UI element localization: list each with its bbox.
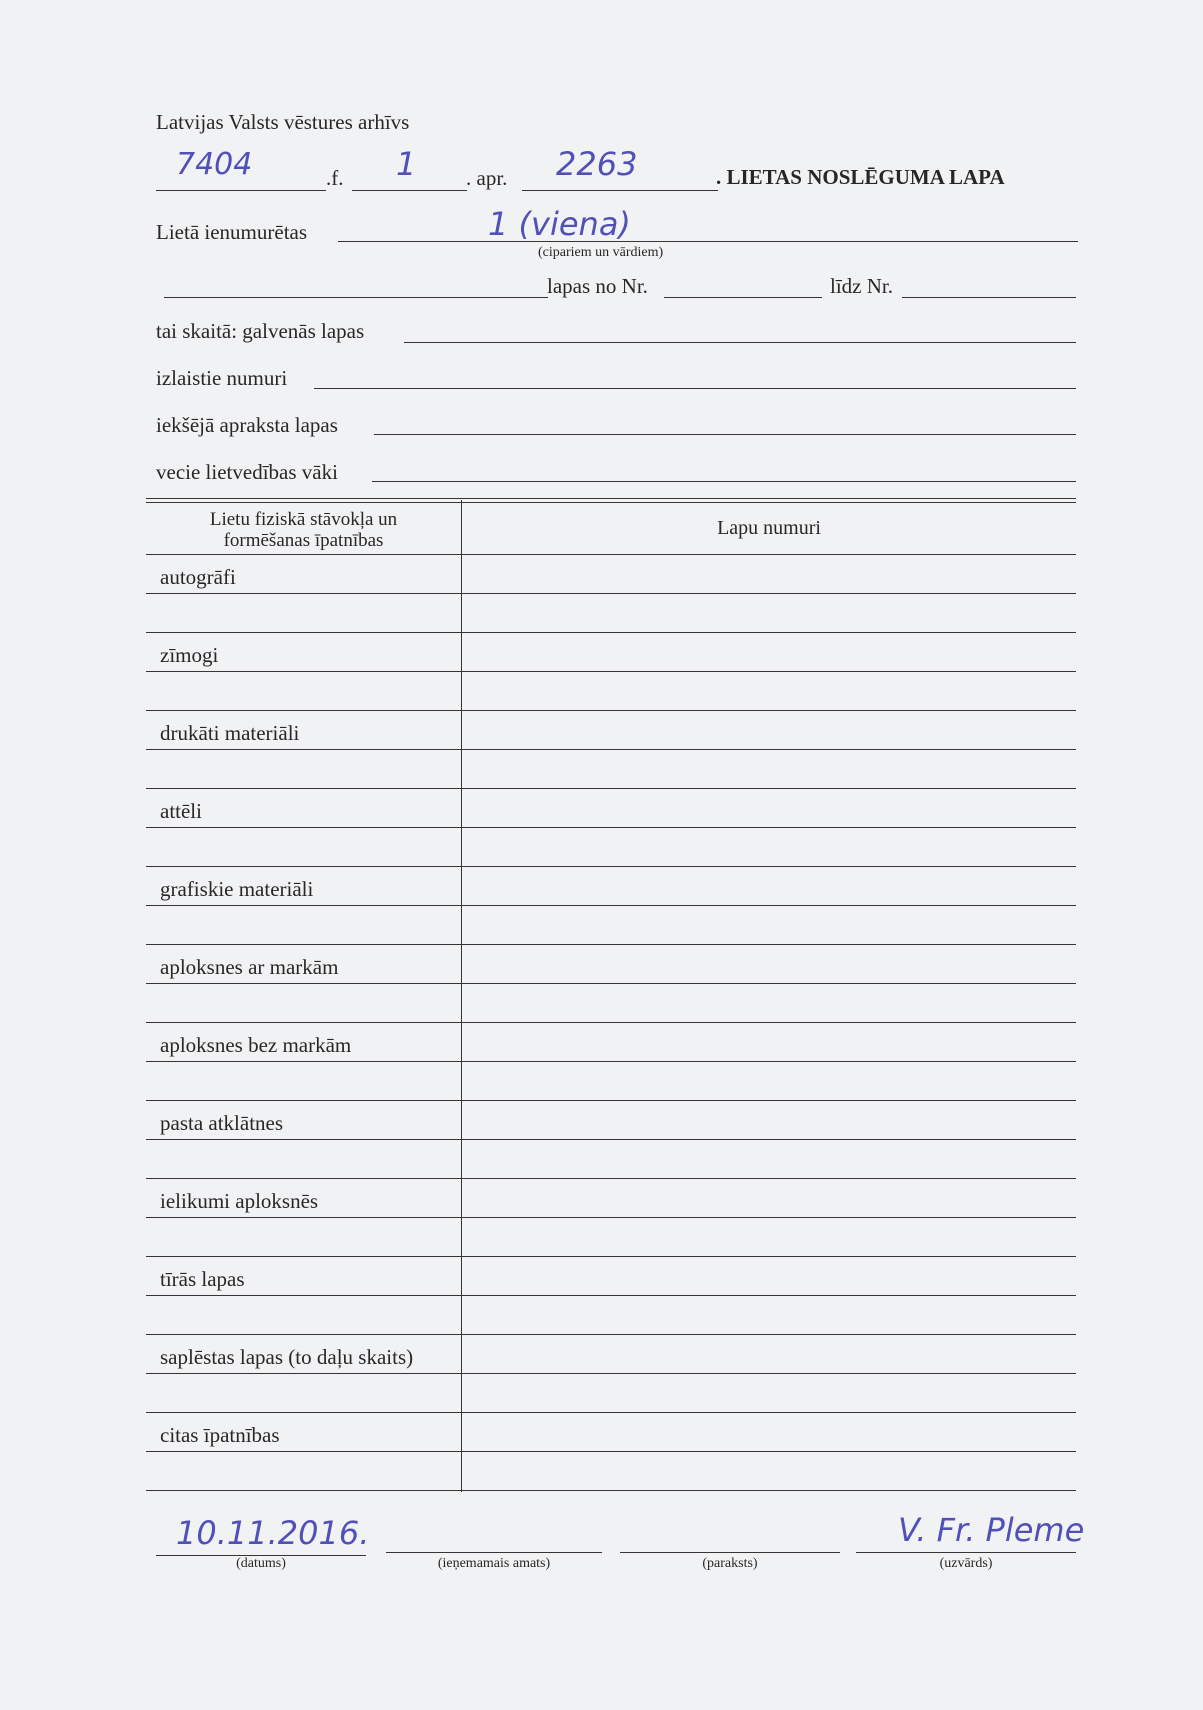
table-row-line <box>146 710 1076 711</box>
numbered-label: Lietā ienumurētas <box>156 220 308 244</box>
date-label: (datums) <box>236 1556 286 1571</box>
fond-line <box>156 190 326 191</box>
signature-line <box>620 1552 840 1553</box>
inventory-number: 1 <box>396 145 417 183</box>
table-row-label: tīrās lapas <box>160 1267 245 1291</box>
file-line <box>522 190 718 191</box>
numbered-line <box>338 241 1078 242</box>
table-row-line <box>146 1178 1076 1179</box>
inventory-suffix: . apr. <box>466 166 508 190</box>
table-row-label: zīmogi <box>160 643 219 667</box>
table-row-line <box>146 1256 1076 1257</box>
fond-suffix: .f. <box>326 166 344 190</box>
pages-from-line <box>664 297 822 298</box>
table-row-label: autogrāfi <box>160 565 236 589</box>
table-row-line <box>146 1334 1076 1335</box>
fond-number: 7404 <box>176 147 253 182</box>
table-row-mid-line <box>146 1139 1076 1140</box>
table-row-label: attēli <box>160 799 202 823</box>
col1-header-line2: formēšanas īpatnības <box>223 530 384 551</box>
date-value: 10.11.2016. <box>176 1514 370 1552</box>
surname-value: V. Fr. Pleme <box>898 1511 1085 1549</box>
skipped-numbers-line <box>314 388 1076 389</box>
table-row-mid-line <box>146 1451 1076 1452</box>
page-title: . LIETAS NOSLĒGUMA LAPA <box>716 165 1005 189</box>
surname-line <box>856 1552 1076 1553</box>
table-row-line <box>146 1412 1076 1413</box>
table-row-label: grafiskie materiāli <box>160 877 314 901</box>
table-row-mid-line <box>146 1373 1076 1374</box>
table-row-label: citas īpatnības <box>160 1423 280 1447</box>
archive-name: Latvijas Valsts vēstures arhīvs <box>156 110 410 134</box>
position-line <box>386 1552 602 1553</box>
position-label: (ieņemamais amats) <box>437 1556 551 1571</box>
table-row-line <box>146 632 1076 633</box>
sheets-count: 1 (viena) <box>488 205 631 243</box>
signature-label: (paraksts) <box>702 1556 758 1571</box>
old-covers-label: vecie lietvedības vāki <box>156 460 338 484</box>
main-pages-label: tai skaitā: galvenās lapas <box>156 319 365 343</box>
table-row-mid-line <box>146 671 1076 672</box>
table-row-line <box>146 944 1076 945</box>
inventory-line <box>352 190 467 191</box>
table-row-line <box>146 866 1076 867</box>
old-covers-line <box>372 481 1076 482</box>
table-row-label: ielikumi aploksnēs <box>160 1189 319 1213</box>
skipped-numbers-label: izlaistie numuri <box>156 366 288 390</box>
table-row-mid-line <box>146 1295 1076 1296</box>
table-top-line <box>146 498 1076 499</box>
table-row-label: pasta atklātnes <box>160 1111 284 1135</box>
surname-label: (uzvārds) <box>939 1556 993 1571</box>
table-row-mid-line <box>146 593 1076 594</box>
col1-header-line1: Lietu fiziskā stāvokļa un <box>209 509 398 530</box>
file-number: 2263 <box>556 145 638 183</box>
numbered-hint: (cipariem un vārdiem) <box>538 245 664 260</box>
table-top-line-inner <box>146 502 1076 503</box>
inner-desc-line <box>374 434 1076 435</box>
main-pages-line <box>404 342 1076 343</box>
table-row-label: drukāti materiāli <box>160 721 300 745</box>
pages-count-line <box>164 297 548 298</box>
inner-desc-label: iekšējā apraksta lapas <box>156 413 338 437</box>
table-column-divider <box>461 500 462 1492</box>
pages-from-label: lapas no Nr. <box>547 274 648 298</box>
table-row-label: aploksnes bez markām <box>160 1033 352 1057</box>
pages-to-label: līdz Nr. <box>830 274 893 298</box>
table-row-label: saplēstas lapas (to daļu skaits) <box>160 1345 414 1369</box>
table-row-mid-line <box>146 1217 1076 1218</box>
table-header-line <box>146 554 1076 555</box>
pages-to-line <box>902 297 1076 298</box>
table-row-line <box>146 1100 1076 1101</box>
table-row-mid-line <box>146 983 1076 984</box>
table-row-mid-line <box>146 1061 1076 1062</box>
table-row-mid-line <box>146 827 1076 828</box>
table-row-line <box>146 1022 1076 1023</box>
table-row-line <box>146 1490 1076 1491</box>
table-row-mid-line <box>146 749 1076 750</box>
table-row-label: aploksnes ar markām <box>160 955 339 979</box>
col2-header: Lapu numuri <box>717 517 821 539</box>
table-row-line <box>146 788 1076 789</box>
table-row-mid-line <box>146 905 1076 906</box>
